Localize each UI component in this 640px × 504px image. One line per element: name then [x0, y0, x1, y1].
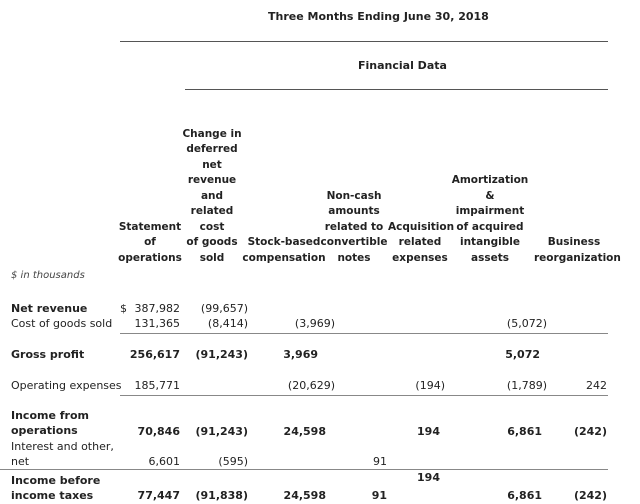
currency-symbol: $ [120, 302, 127, 315]
column-header-line: Statement [118, 220, 182, 233]
section-title: Financial Data [358, 59, 447, 72]
column-header-line: reorganization [534, 251, 621, 264]
column-header-line: related to [324, 220, 384, 233]
column-header-line: revenue [187, 174, 237, 186]
cell-income-before-acquisition: 194 [417, 471, 440, 484]
row-label-cogs: Cost of goods sold [11, 317, 113, 330]
column-header-line: intangible [459, 236, 520, 248]
cell-gross-profit-amortization: 5,072 [505, 348, 540, 361]
column-header-line: and [200, 189, 224, 202]
period-title: Three Months Ending June 30, 2018 [268, 10, 489, 23]
cell-cogs-statement: 131,365 [134, 317, 180, 330]
cell-interest-noncash: 91 [373, 455, 387, 468]
row-label-income-before-1: Income before [11, 474, 101, 487]
cell-income-before-amortization: 6,861 [507, 489, 542, 502]
row-label-gross-profit: Gross profit [11, 348, 85, 361]
cell-opex-amortization: (1,789) [506, 379, 547, 392]
column-header-line: deferred [186, 143, 238, 155]
cell-gross-profit-statement: 256,617 [129, 348, 180, 361]
cell-income-ops-deferred: (91,243) [195, 425, 248, 438]
cell-net-revenue-deferred: (99,657) [200, 302, 248, 315]
row-label-income-ops-2: operations [11, 424, 78, 437]
column-header [450, 173, 530, 266]
rule-financial-data [185, 89, 608, 90]
cell-income-ops-reorganization: (242) [573, 425, 607, 438]
column-header-line: net [202, 158, 222, 171]
cell-cogs-deferred: (8,414) [207, 317, 248, 330]
cell-cogs-amortization: (5,072) [506, 317, 547, 330]
column-header-line: amounts [328, 205, 380, 217]
cell-opex-statement: 185,771 [134, 379, 180, 392]
cell-opex-stock: (20,629) [287, 379, 335, 392]
column-header-line: of [144, 236, 156, 248]
cell-income-before-reorganization: (242) [573, 489, 607, 502]
column-header-line: cost [199, 220, 225, 233]
column-header-line: Business [547, 236, 601, 248]
column-header-line: convertible [320, 236, 388, 248]
column-header-line: compensation [242, 251, 326, 264]
column-header-line: sold [199, 251, 225, 264]
column-header [115, 220, 185, 267]
row-label-opex: Operating expenses [11, 379, 122, 392]
row-label-net-revenue: Net revenue [11, 302, 88, 315]
cell-interest-deferred: (595) [218, 455, 248, 468]
column-header-line: related [190, 205, 234, 217]
row-label-interest-1: Interest and other, [11, 440, 114, 453]
cell-income-ops-amortization: 6,861 [507, 425, 542, 438]
column-header-line: Change in [182, 127, 242, 140]
column-header-line: expenses [392, 251, 448, 264]
rule-top [120, 41, 608, 42]
cell-income-before-deferred: (91,838) [195, 489, 248, 502]
column-header [318, 189, 390, 267]
cell-gross-profit-stock: 3,969 [283, 348, 318, 361]
cell-opex-reorganization: 242 [586, 379, 607, 392]
cell-opex-acquisition: (194) [415, 379, 445, 392]
column-header [534, 235, 621, 266]
row-label-interest-2: net [11, 455, 30, 468]
column-header-line: impairment [455, 205, 525, 217]
row-label-income-ops-1: Income from [11, 409, 89, 422]
row-label-income-before-2: income taxes [11, 489, 94, 502]
cell-income-ops-statement: 70,846 [137, 425, 180, 438]
rule-opex [120, 395, 608, 396]
cell-cogs-stock: (3,969) [294, 317, 335, 330]
column-header-line: Amortization [451, 174, 529, 186]
column-header-line: Stock-based [247, 236, 321, 248]
rule-interest [0, 469, 608, 470]
cell-income-before-stock: 24,598 [283, 489, 326, 502]
cell-interest-statement: 6,601 [148, 455, 180, 468]
column-header-line: notes [337, 251, 371, 264]
column-header [388, 220, 455, 267]
rule-cogs [120, 333, 608, 334]
column-header [238, 235, 330, 266]
cell-gross-profit-deferred: (91,243) [195, 348, 248, 361]
cell-net-revenue-statement: 387,982 [134, 302, 180, 315]
column-header-line: Non-cash [326, 189, 382, 202]
column-header-line: assets [471, 251, 509, 264]
column-header-line: & [485, 189, 495, 202]
column-header-line: operations [118, 251, 182, 264]
column-header [177, 127, 247, 267]
units-note: $ in thousands [11, 270, 85, 281]
column-header-line: related [398, 236, 442, 248]
cell-income-ops-acquisition: 194 [417, 425, 440, 438]
column-header-line: of acquired [456, 220, 524, 233]
cell-income-before-noncash: 91 [371, 489, 387, 502]
column-header-line: Acquisition [388, 220, 455, 233]
column-header-line: of goods [186, 236, 238, 248]
cell-income-before-statement: 77,447 [137, 489, 180, 502]
cell-income-ops-stock: 24,598 [283, 425, 326, 438]
